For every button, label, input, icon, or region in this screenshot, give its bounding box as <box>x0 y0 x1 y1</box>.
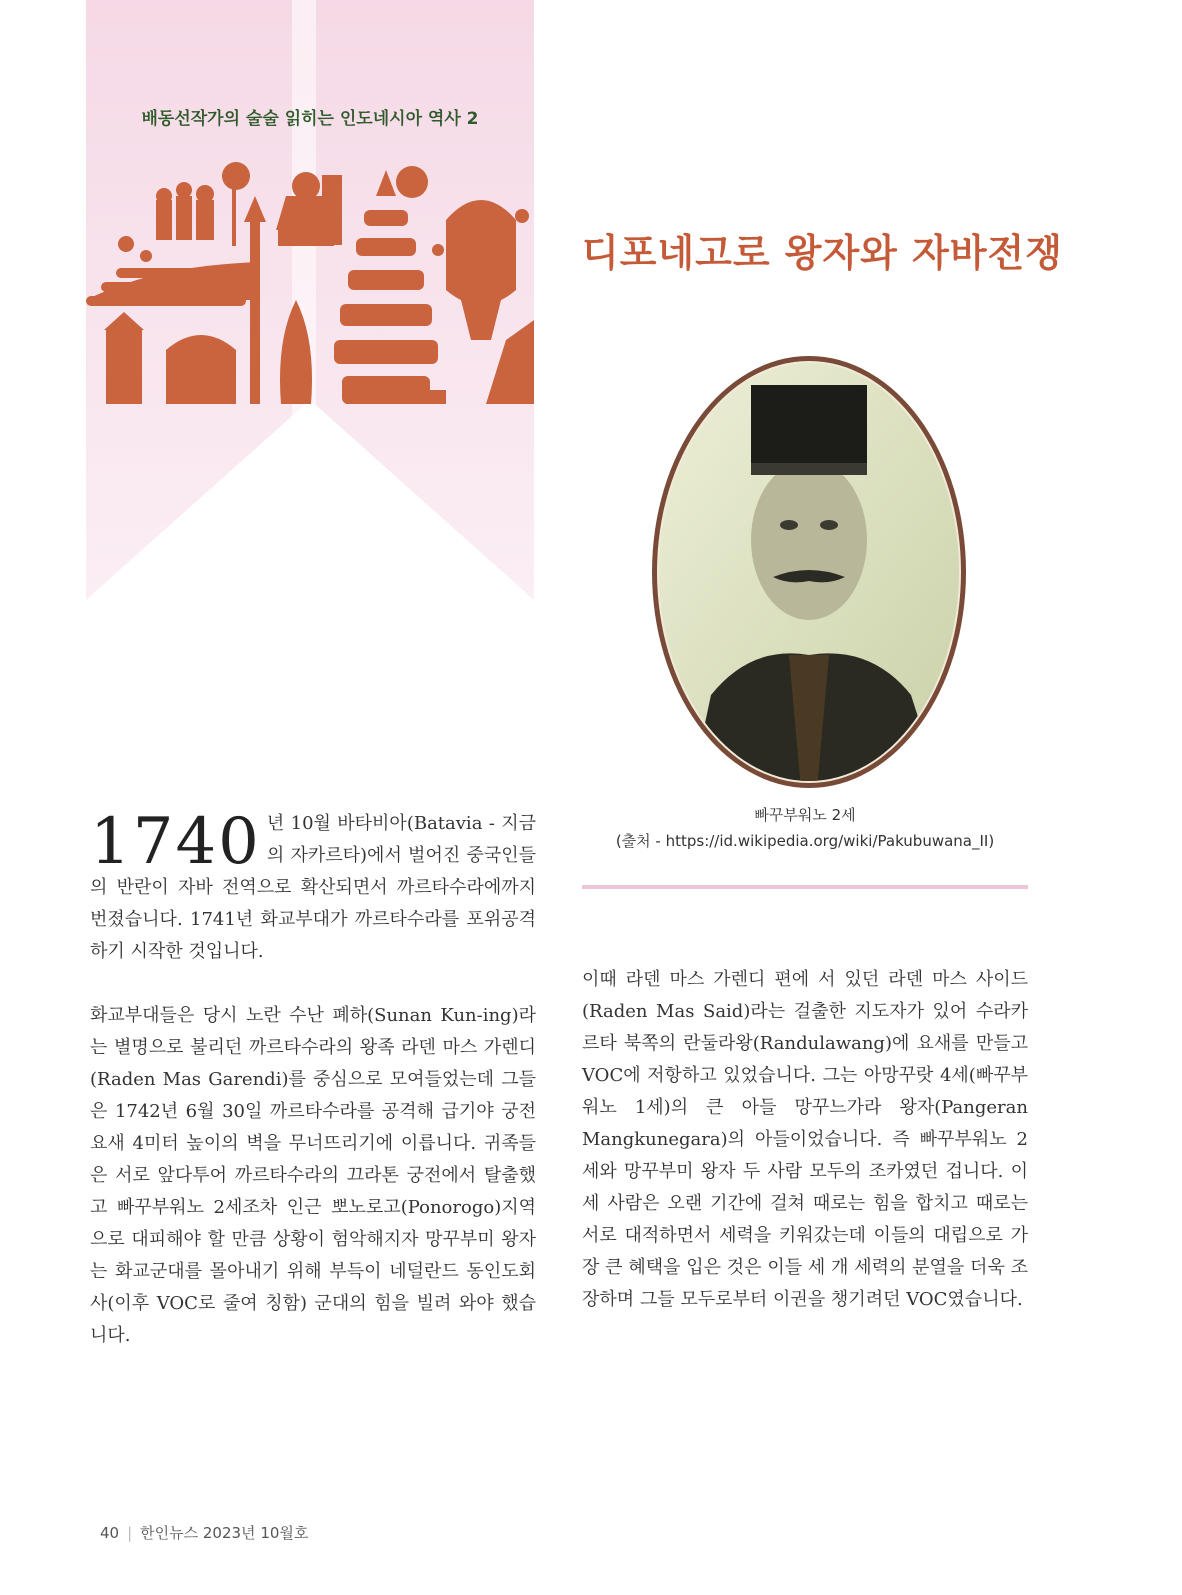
publication-name: 한인뉴스 2023년 10월호 <box>140 1524 309 1542</box>
body-column-right <box>582 964 1028 1316</box>
caption-name: 빠꾸부워노 2세 <box>754 806 856 824</box>
paragraph-3: 이때 라덴 마스 가렌디 편에 서 있던 라덴 마스 사이드(Raden Mas Said)라는 걸출한 지도자가 있어 수라카르타 북쪽의 란둘라왕(Randulawang)에 요새를 만들고 VOC에 저항하고 있었습니다. 그는 아망꾸랏 4세(빠꾸부워노 1세)의 큰 아들 망꾸느가라 왕자(Pangeran Mangkunegara)의 아들이었습니다. 즉 빠꾸부워노 2세와 망꾸부미 왕자 두 사람 모두의 조카였던 겁니다. 이 세 사람은 오랜 기간에 걸쳐 때로는 힘을 합치고 때로는 서로 대적하면서 세력을 키워갔는데 이들의 대립으로 가장 큰 혜택을 입은 것은 이들 세 개 세력의 분열을 더욱 조장하며 그들 모두로부터 이권을 챙기려던 VOC였습니다. <box>582 969 1028 1310</box>
caption-source: (출처 - https://id.wikipedia.org/wiki/Pakubuwana_II) <box>615 832 995 850</box>
page-number: 40 <box>100 1524 120 1542</box>
drop-cap-year: 1740 <box>90 805 261 879</box>
caption-divider <box>582 885 1028 889</box>
portrait-illustration <box>651 355 967 789</box>
series-heading: 배동선작가의 술술 읽히는 인도네시아 역사 2 <box>141 109 479 129</box>
figure-caption <box>580 802 1030 854</box>
paragraph-1-text: 년 10월 바타비아(Batavia - 지금의 자카르타)에서 벌어진 중국인들의 반란이 자바 전역으로 확산되면서 까르타수라에까지 번졌습니다. 1741년 화교부대가 까르타수라를 포위공격하기 시작한 것입니다. <box>90 813 536 962</box>
header-banner-illustration <box>86 0 534 600</box>
page-footer <box>100 1522 308 1543</box>
paragraph-1 <box>90 805 536 968</box>
footer-separator: | <box>127 1524 133 1542</box>
paragraph-2: 화교부대들은 당시 노란 수난 폐하(Sunan Kun-ing)라는 별명으로 불리던 까르타수라의 왕족 라덴 마스 가렌디(Raden Mas Garendi)를 중심으로 모여들었는데 그들은 1742년 6월 30일 까르타수라를 공격해 급기야 궁전 요새 4미터 높이의 벽을 무너뜨리기에 이릅니다. 귀족들은 서로 앞다투어 까르타수라의 끄라톤 궁전에서 탈출했고 빠꾸부워노 2세조차 인근 뽀노로고(Ponorogo)지역으로 대피해야 할 만큼 상황이 험악해지자 망꾸부미 왕자는 화교군대를 몰아내기 위해 부득이 네덜란드 동인도회사(이후 VOC로 줄여 칭함) 군대의 힘을 빌려 와야 했습니다. <box>90 1005 536 1346</box>
article-title: 디포네고로 왕자와 자바전쟁 <box>582 231 1063 275</box>
body-column-left <box>90 805 536 1352</box>
